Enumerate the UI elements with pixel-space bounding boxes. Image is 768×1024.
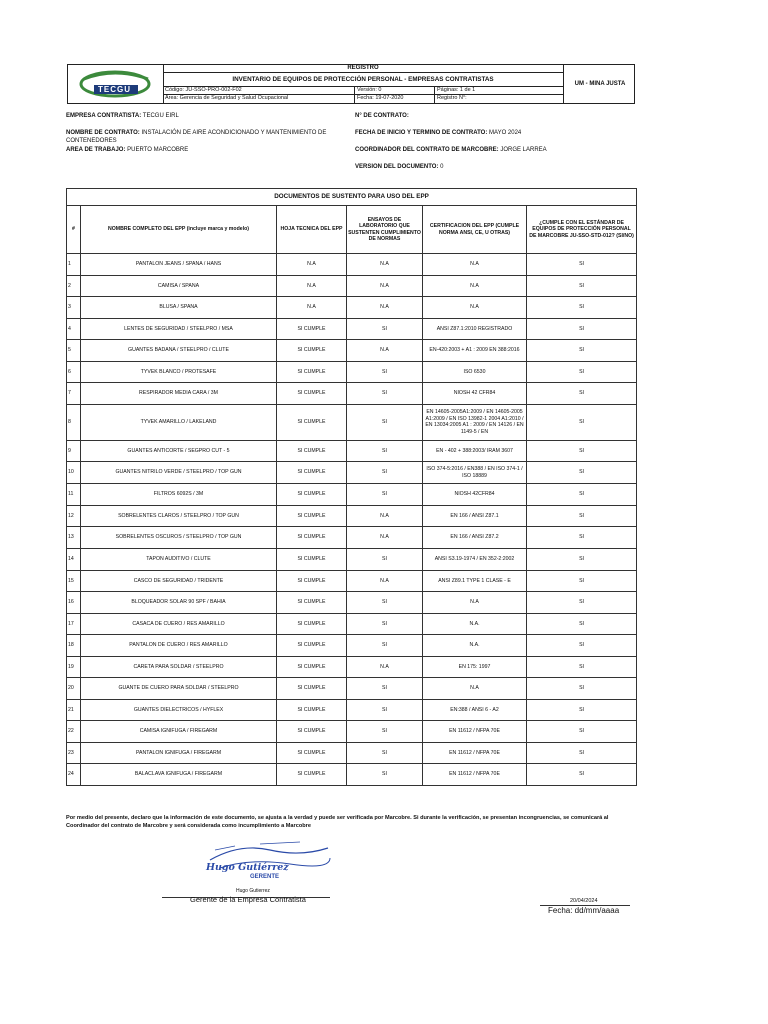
signature-handwriting: Hugo Gutiérrez: [206, 862, 289, 873]
hoja-tecnica: SI CUMPLE: [277, 318, 347, 340]
cumple-estandar: SI: [527, 383, 637, 405]
table-row: [67, 462, 637, 484]
ensayos: SI: [347, 742, 423, 764]
ensayos: N.A: [347, 297, 423, 319]
certificacion: EN 166 / ANSI Z87.1: [423, 505, 527, 527]
logo-text: TECGU: [98, 85, 131, 94]
certificacion: EN - 402 + 388:2003/ IRAM 3607: [423, 440, 527, 462]
cumple-estandar: SI: [527, 361, 637, 383]
epp-name: CASCO DE SEGURIDAD / TRIDENTE: [81, 570, 277, 592]
info-empresa: [66, 112, 179, 120]
declaration-text: Por medio del presente, declaro que la información de este documento, se ajusta a la verdad y puede ser verificada por Marcobre. Si durante la verificación, se presentan incongruencias, se comunicará al Coordinador del contrato de Marcobre y será considerada como incumplimiento a Marcobre: [66, 815, 609, 829]
info-contrato-value: INSTALACIÓN DE AIRE ACONDICIONADO Y MANTENIMIENTO DE CONTENEDORES: [66, 130, 327, 144]
ensayos: SI: [347, 721, 423, 743]
table-row: [67, 656, 637, 678]
info-area-value: PUERTO MARCOBRE: [127, 147, 189, 153]
table-row: [67, 484, 637, 506]
info-contrato-label: NOMBRE DE CONTRATO:: [66, 130, 140, 136]
cumple-estandar: SI: [527, 254, 637, 276]
epp-name: FILTROS 6092S / 3M: [81, 484, 277, 506]
epp-name: CAMISA / SPANA: [81, 275, 277, 297]
info-area-label: AREA DE TRABAJO:: [66, 147, 126, 153]
ensayos: SI: [347, 635, 423, 657]
epp-name: BLOQUEADOR SOLAR 90 SPF / BAHIA: [81, 592, 277, 614]
epp-name: SOBRELENTES OSCUROS / STEELPRO / TOP GUN: [81, 527, 277, 549]
table-row: [67, 764, 637, 786]
cumple-estandar: SI: [527, 505, 637, 527]
info-coord-label: COORDINADOR DEL CONTRATO DE MARCOBRE:: [355, 147, 499, 153]
col-header-hoja: HOJA TECNICA DEL EPP: [277, 206, 347, 254]
table-title: DOCUMENTOS DE SUSTENTO PARA USO DEL EPP: [67, 189, 637, 206]
document-header: [67, 64, 635, 104]
hoja-tecnica: SI CUMPLE: [277, 527, 347, 549]
row-number: 1: [67, 254, 81, 276]
ensayos: N.A: [347, 570, 423, 592]
header-codigo: Código: JU-SSO-PRO-002-F02: [165, 87, 242, 93]
cumple-estandar: SI: [527, 527, 637, 549]
info-coord-value: JORGE LARREA: [500, 147, 547, 153]
epp-name: TYVEK BLANCO / PROTESAFE: [81, 361, 277, 383]
info-contrato-n-label: N° DE CONTRATO:: [355, 113, 409, 119]
table-row: [67, 570, 637, 592]
ensayos: SI: [347, 764, 423, 786]
certificacion: ISO 374-5:2016 / EN388 / EN ISO 374-1 / ISO 18889: [423, 462, 527, 484]
epp-name: GUANTES ANTICORTE / SEGPRO CUT - 5: [81, 440, 277, 462]
hoja-tecnica: N.A: [277, 297, 347, 319]
table-row: [67, 678, 637, 700]
table-row: [67, 383, 637, 405]
table-row: [67, 527, 637, 549]
ensayos: N.A: [347, 340, 423, 362]
certificacion: N.A.: [423, 613, 527, 635]
epp-name: PANTALON IGNIFUGA / FIREGARM: [81, 742, 277, 764]
cumple-estandar: SI: [527, 721, 637, 743]
row-number: 4: [67, 318, 81, 340]
row-number: 15: [67, 570, 81, 592]
cumple-estandar: SI: [527, 484, 637, 506]
header-registro-n: Registro N°:: [434, 95, 563, 103]
row-number: 24: [67, 764, 81, 786]
cumple-estandar: SI: [527, 699, 637, 721]
header-paginas: Páginas: 1 de 1: [434, 87, 563, 94]
row-number: 10: [67, 462, 81, 484]
certificacion: EN-420:2003 + A1 : 2009 EN 388:2016: [423, 340, 527, 362]
table-row: [67, 721, 637, 743]
epp-name: TYVEK AMARILLO / LAKELAND: [81, 404, 277, 440]
cumple-estandar: SI: [527, 613, 637, 635]
ensayos: N.A: [347, 656, 423, 678]
epp-name: PANTALON JEANS / SPANA / HANS: [81, 254, 277, 276]
info-area: [66, 146, 188, 154]
row-number: 12: [67, 505, 81, 527]
hoja-tecnica: SI CUMPLE: [277, 764, 347, 786]
cumple-estandar: SI: [527, 275, 637, 297]
table-row: [67, 318, 637, 340]
header-um: UM - MINA JUSTA: [563, 65, 636, 103]
epp-name: CASACA DE CUERO / RES AMARILLO: [81, 613, 277, 635]
certificacion: N.A: [423, 254, 527, 276]
certificacion: EN 166 / ANSI Z87.2: [423, 527, 527, 549]
row-number: 3: [67, 297, 81, 319]
info-version-label: VERSION DEL DOCUMENTO:: [355, 164, 439, 170]
hoja-tecnica: SI CUMPLE: [277, 656, 347, 678]
epp-name: GUANTES BADANA / STEELPRO / CLUTE: [81, 340, 277, 362]
hoja-tecnica: SI CUMPLE: [277, 721, 347, 743]
header-area: Área: Gerencia de Seguridad y Salud Ocupacional: [165, 95, 289, 101]
signer-role: Gerente de la Empresa Contratista: [190, 895, 306, 904]
info-empresa-label: EMPRESA CONTRATISTA:: [66, 113, 142, 119]
table-header-row: [67, 206, 637, 254]
cumple-estandar: SI: [527, 318, 637, 340]
certificacion: EN:388 / ANSI 6 - A2: [423, 699, 527, 721]
cumple-estandar: SI: [527, 635, 637, 657]
certificacion: EN 175: 1997: [423, 656, 527, 678]
row-number: 16: [67, 592, 81, 614]
date-format-label: Fecha: dd/mm/aaaa: [548, 906, 620, 915]
cumple-estandar: SI: [527, 764, 637, 786]
certificacion: NIOSH 42 CFR84: [423, 383, 527, 405]
cumple-estandar: SI: [527, 742, 637, 764]
epp-name: CARETA PARA SOLDAR / STEELPRO: [81, 656, 277, 678]
col-header-nombre: NOMBRE COMPLETO DEL EPP (incluye marca y modelo): [81, 206, 277, 254]
cumple-estandar: SI: [527, 462, 637, 484]
row-number: 14: [67, 548, 81, 570]
ensayos: SI: [347, 404, 423, 440]
signature-stamp: [200, 838, 340, 888]
ensayos: N.A: [347, 505, 423, 527]
table-row: [67, 340, 637, 362]
row-number: 22: [67, 721, 81, 743]
header-row-codigo: [163, 87, 563, 95]
hoja-tecnica: N.A: [277, 254, 347, 276]
epp-name: GUANTE DE CUERO PARA SOLDAR / STEELPRO: [81, 678, 277, 700]
hoja-tecnica: SI CUMPLE: [277, 635, 347, 657]
hoja-tecnica: SI CUMPLE: [277, 440, 347, 462]
info-coordinador: [355, 146, 547, 154]
ensayos: SI: [347, 613, 423, 635]
info-version: [355, 163, 443, 171]
row-number: 9: [67, 440, 81, 462]
epp-name: GUANTES NITRILO VERDE / STEELPRO / TOP GUN: [81, 462, 277, 484]
ensayos: SI: [347, 678, 423, 700]
hoja-tecnica: SI CUMPLE: [277, 383, 347, 405]
cumple-estandar: SI: [527, 656, 637, 678]
info-contrato: [66, 129, 346, 145]
certificacion: ANSI Z89.1 TYPE 1 CLASE - E: [423, 570, 527, 592]
hoja-tecnica: SI CUMPLE: [277, 742, 347, 764]
table-body: [67, 254, 637, 786]
certificacion: ANSI S3.19-1974 / EN 352-2:2002: [423, 548, 527, 570]
certificacion: N.A.: [423, 635, 527, 657]
table-row: [67, 275, 637, 297]
certificacion: N.A: [423, 592, 527, 614]
hoja-tecnica: SI CUMPLE: [277, 592, 347, 614]
hoja-tecnica: SI CUMPLE: [277, 340, 347, 362]
signature-date: 20/04/2024: [570, 898, 598, 904]
signer-name: Hugo Gutierrez: [236, 888, 270, 894]
hoja-tecnica: SI CUMPLE: [277, 361, 347, 383]
ensayos: SI: [347, 440, 423, 462]
cumple-estandar: SI: [527, 340, 637, 362]
hoja-tecnica: SI CUMPLE: [277, 613, 347, 635]
ensayos: SI: [347, 699, 423, 721]
table-row: [67, 440, 637, 462]
row-number: 18: [67, 635, 81, 657]
hoja-tecnica: SI CUMPLE: [277, 404, 347, 440]
info-fecha-label: FECHA DE INICIO Y TERMINO DE CONTRATO:: [355, 130, 488, 136]
cumple-estandar: SI: [527, 440, 637, 462]
col-header-ensayos: ENSAYOS DE LABORATORIO QUE SUSTENTEN CUMPLIMIENTO DE NORMAS: [347, 206, 423, 254]
header-center: [163, 65, 563, 103]
row-number: 13: [67, 527, 81, 549]
table-row: [67, 592, 637, 614]
info-version-value: 0: [440, 164, 444, 170]
epp-name: LENTES DE SEGURIDAD / STEELPRO / MSA: [81, 318, 277, 340]
epp-name: PANTALON DE CUERO / RES AMARILLO: [81, 635, 277, 657]
row-number: 20: [67, 678, 81, 700]
epp-name: RESPIRADOR MEDIA CARA / 3M: [81, 383, 277, 405]
cumple-estandar: SI: [527, 678, 637, 700]
info-fecha-value: MAYO 2024: [489, 130, 522, 136]
row-number: 11: [67, 484, 81, 506]
hoja-tecnica: SI CUMPLE: [277, 678, 347, 700]
row-number: 21: [67, 699, 81, 721]
certificacion: EN 11612 / NFPA 70E: [423, 764, 527, 786]
ensayos: SI: [347, 361, 423, 383]
epp-name: SOBRELENTES CLAROS / STEELPRO / TOP GUN: [81, 505, 277, 527]
certificacion: N.A: [423, 275, 527, 297]
row-number: 8: [67, 404, 81, 440]
cumple-estandar: SI: [527, 548, 637, 570]
certificacion: EN 11612 / NFPA 70E: [423, 742, 527, 764]
col-header-cumple: ¿CUMPLE CON EL ESTÁNDAR DE EQUIPOS DE PROTECCIÓN PERSONAL DE MARCOBRE JU-SSO-STD-012? (SI/NO): [527, 206, 637, 254]
table-row: [67, 742, 637, 764]
epp-name: BALACLAVA IGNIFUGA / FIREGARM: [81, 764, 277, 786]
hoja-tecnica: SI CUMPLE: [277, 548, 347, 570]
table-row: [67, 548, 637, 570]
epp-table: [66, 188, 637, 786]
table-row: [67, 635, 637, 657]
header-row-area: [163, 95, 563, 103]
info-empresa-value: TECGU EIRL: [142, 113, 179, 119]
epp-name: TAPON AUDITIVO / CLUTE: [81, 548, 277, 570]
table-row: [67, 297, 637, 319]
row-number: 6: [67, 361, 81, 383]
certificacion: NIOSH 42CFR84: [423, 484, 527, 506]
header-registro: REGISTRO: [163, 65, 563, 73]
hoja-tecnica: SI CUMPLE: [277, 505, 347, 527]
table-row: [67, 254, 637, 276]
table-row: [67, 699, 637, 721]
row-number: 7: [67, 383, 81, 405]
row-number: 19: [67, 656, 81, 678]
ensayos: SI: [347, 383, 423, 405]
header-version: Versión: 0: [354, 87, 434, 94]
header-fecha: Fecha: 19-07-2020: [354, 95, 434, 103]
hoja-tecnica: SI CUMPLE: [277, 462, 347, 484]
ensayos: SI: [347, 592, 423, 614]
signature-stamp-role: GERENTE: [250, 874, 280, 880]
cumple-estandar: SI: [527, 404, 637, 440]
certificacion: N.A: [423, 678, 527, 700]
hoja-tecnica: SI CUMPLE: [277, 484, 347, 506]
tecgu-logo-icon: [68, 65, 163, 103]
certificacion: ANSI Z87.1:2010 REGISTRADO: [423, 318, 527, 340]
ensayos: N.A: [347, 275, 423, 297]
epp-name: BLUSA / SPANA: [81, 297, 277, 319]
header-title: INVENTARIO DE EQUIPOS DE PROTECCIÓN PERSONAL - EMPRESAS CONTRATISTAS: [163, 73, 563, 87]
info-contrato-n: [355, 112, 409, 120]
epp-name: CAMISA IGNIFUGA / FIREGARM: [81, 721, 277, 743]
hoja-tecnica: SI CUMPLE: [277, 699, 347, 721]
table-row: [67, 505, 637, 527]
row-number: 23: [67, 742, 81, 764]
info-fecha: [355, 129, 521, 137]
ensayos: N.A: [347, 527, 423, 549]
cumple-estandar: SI: [527, 570, 637, 592]
table-row: [67, 613, 637, 635]
ensayos: SI: [347, 462, 423, 484]
company-logo: [68, 65, 164, 103]
cumple-estandar: SI: [527, 297, 637, 319]
row-number: 17: [67, 613, 81, 635]
ensayos: SI: [347, 318, 423, 340]
ensayos: SI: [347, 484, 423, 506]
cumple-estandar: SI: [527, 592, 637, 614]
row-number: 2: [67, 275, 81, 297]
certificacion: EN 11612 / NFPA 70E: [423, 721, 527, 743]
col-header-certificacion: CERTIFICACION DEL EPP (CUMPLE NORMA ANSI, CE, U OTRAS): [423, 206, 527, 254]
certificacion: EN 14605-2005A1:2009 / EN 14605-2005 A1:2009 / EN ISO 13982-1 2004 A1:2010 / EN 13034:2005 A1 : 2009 / EN 14126 / EN 1149-5 / EN: [423, 404, 527, 440]
hoja-tecnica: N.A: [277, 275, 347, 297]
ensayos: SI: [347, 548, 423, 570]
table-row: [67, 361, 637, 383]
col-header-num: #: [67, 206, 81, 254]
hoja-tecnica: SI CUMPLE: [277, 570, 347, 592]
certificacion: N.A: [423, 297, 527, 319]
table-row: [67, 404, 637, 440]
certificacion: ISO 6530: [423, 361, 527, 383]
row-number: 5: [67, 340, 81, 362]
epp-name: GUANTES DIELECTRICOS / HYFLEX: [81, 699, 277, 721]
ensayos: N.A: [347, 254, 423, 276]
